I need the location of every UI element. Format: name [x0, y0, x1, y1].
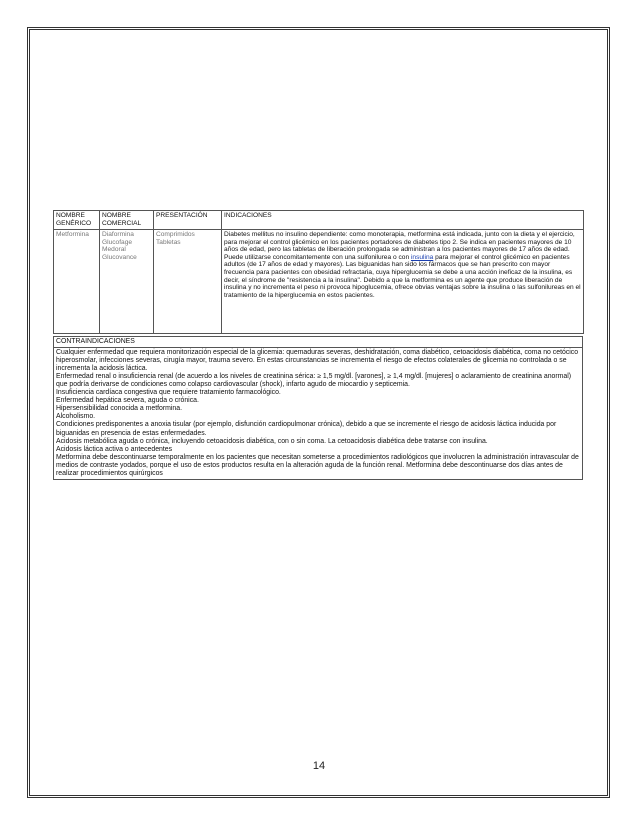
contraindication-item: Metformina debe descontinuarse temporalmente en los pacientes que necesitan someterse a procedimientos radiológicos que involucren la administración intravascular de medios de contraste yodados, porque el uso de estos productos resulta en la alteración aguda de la función renal. Metformina debe descontinuarse dos días antes de realizar procedimientos quirúrgicos: [56, 453, 579, 477]
contraindication-item: Enfermedad renal o insuficiencia renal (de acuerdo a los niveles de creatinina sérica: ≥ 1,5 mg/dl. [varones], ≥ 1,4 mg/dl. [mujeres] o aclaramiento de creatinina anormal) que podría derivarse de condiciones como colapso cardiovascular (shock), infarto agudo de miocardio y septicemia.: [56, 373, 572, 389]
generic-name-cell: Metformina: [54, 230, 100, 334]
contraindication-item: Condiciones predisponentes a anoxia tisular (por ejemplo, disfunción cardiopulmonar crónica), debido a que se incremente el riesgo de acidosis láctica inducida por biguanidas en presencia de estas enfermedades.: [56, 421, 557, 437]
page-number: 14: [312, 760, 326, 772]
contraindication-item: Alcoholismo.: [56, 413, 96, 421]
contraindications-table: [53, 336, 583, 480]
insulina-link[interactable]: insulina: [410, 253, 434, 261]
commercial-names-cell: Diaformina Glucofage Medoral Glucovance: [100, 230, 154, 334]
header-commercial-name: NOMBRE COMERCIAL: [100, 211, 154, 230]
contraindication-item: Hipersensibilidad conocida a metformina.: [56, 405, 183, 413]
contraindications-title: CONTRAINDICACIONES: [54, 337, 583, 348]
contraindications-body: [54, 348, 583, 480]
header-presentation: PRESENTACIÓN: [154, 211, 222, 230]
contraindication-item: Enfermedad hepática severa, aguda o crónica.: [56, 397, 199, 405]
header-generic-name: NOMBRE GENÉRICO: [54, 211, 100, 230]
contraindication-item: Cualquier enfermedad que requiera monitorización especial de la glicemia: quemaduras severas, deshidratación, coma diabético, cetoacidosis diabética, coma no cetócico hiperosmolar, infecciones severas, cirugía mayor, trauma severo. En estas circunstancias se incrementa el riesgo de efectos colaterales de glicemia no controlada o se incrementa la acidosis láctica.: [56, 349, 579, 373]
contraindication-item: Acidosis metabólica aguda o crónica, incluyendo cetoacidosis diabética, con o sin coma. La cetoacidosis diabética debe tratarse con insulina.: [56, 437, 488, 445]
indications-cell: [222, 230, 584, 334]
indications-text-1: Diabetes mellitus no insulino dependiente: como monoterapia, metformina está indicada, junto con la dieta y el ejercicio, para mejorar el control glicémico en los pacientes portadores de diabetes tipo 2. Se indica en pacientes mayores de 10 años de edad, pero las tabletas de liberación prolongada se administran a los pacientes mayores de 17 años de edad. Puede utilizarse concomitantemente con una sulfonilurea o con: [224, 231, 575, 261]
contraindication-item: Insuficiencia cardíaca congestiva que requiere tratamiento farmacológico.: [56, 389, 281, 397]
header-indications: INDICACIONES: [222, 211, 584, 230]
drug-table-row: [54, 230, 584, 334]
contraindications-body-row: [54, 348, 583, 480]
presentation-cell: Comprimidos Tabletas: [154, 230, 222, 334]
contraindications-header-row: [54, 337, 583, 348]
contraindication-item: Acidosis láctica activa o antecedentes: [56, 445, 173, 453]
drug-table-header-row: [54, 211, 584, 230]
indications-text-2: para mejorar el control glicémico en pacientes adultos (de 17 años de edad y mayores). Las biguanidas han sido los fármacos que se han prescrito con mayor frecuencia para pacientes con obesidad refractaria, cuya hiperglucemia se debe a una acción ineficaz de la insulina, es decir, el síndrome de "resistencia a la insulina". Debido a que la metformina es un agente que produce liberación de insulina y no incrementa el peso ni provoca hipoglucemia, ofrece obvias ventajas sobre la insulina o las sulfonilureas en el tratamiento de la hiperglucemia en estos pacientes.: [224, 253, 581, 299]
drug-table: [53, 210, 584, 334]
